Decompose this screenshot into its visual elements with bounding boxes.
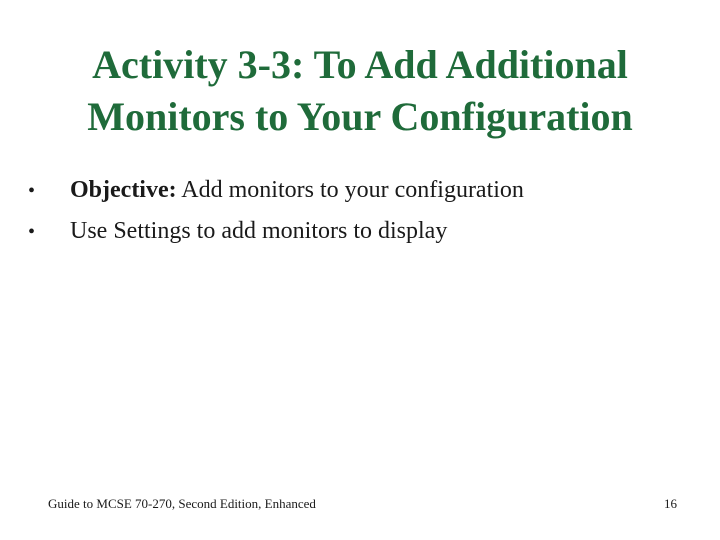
footer-book-title: Guide to MCSE 70-270, Second Edition, Enhanced xyxy=(48,496,316,511)
bullet-list xyxy=(28,170,698,252)
objective-label: Objective: xyxy=(70,177,177,203)
bullet-item-objective xyxy=(28,170,698,211)
slide-number: 16 xyxy=(664,496,677,511)
slide-title-line-2: Monitors to Your Configuration xyxy=(87,93,633,139)
bullet-item-settings xyxy=(28,211,698,252)
objective-description: Add monitors to your configuration xyxy=(176,177,524,203)
bullet-marker: • xyxy=(28,180,36,202)
bullet-text-settings: Use Settings to add monitors to display xyxy=(70,218,448,244)
bullet-marker: • xyxy=(28,221,36,243)
bullet-text-objective xyxy=(70,170,524,210)
slide-title xyxy=(30,39,690,143)
slide-title-line-1: Activity 3-3: To Add Additional xyxy=(92,41,628,87)
